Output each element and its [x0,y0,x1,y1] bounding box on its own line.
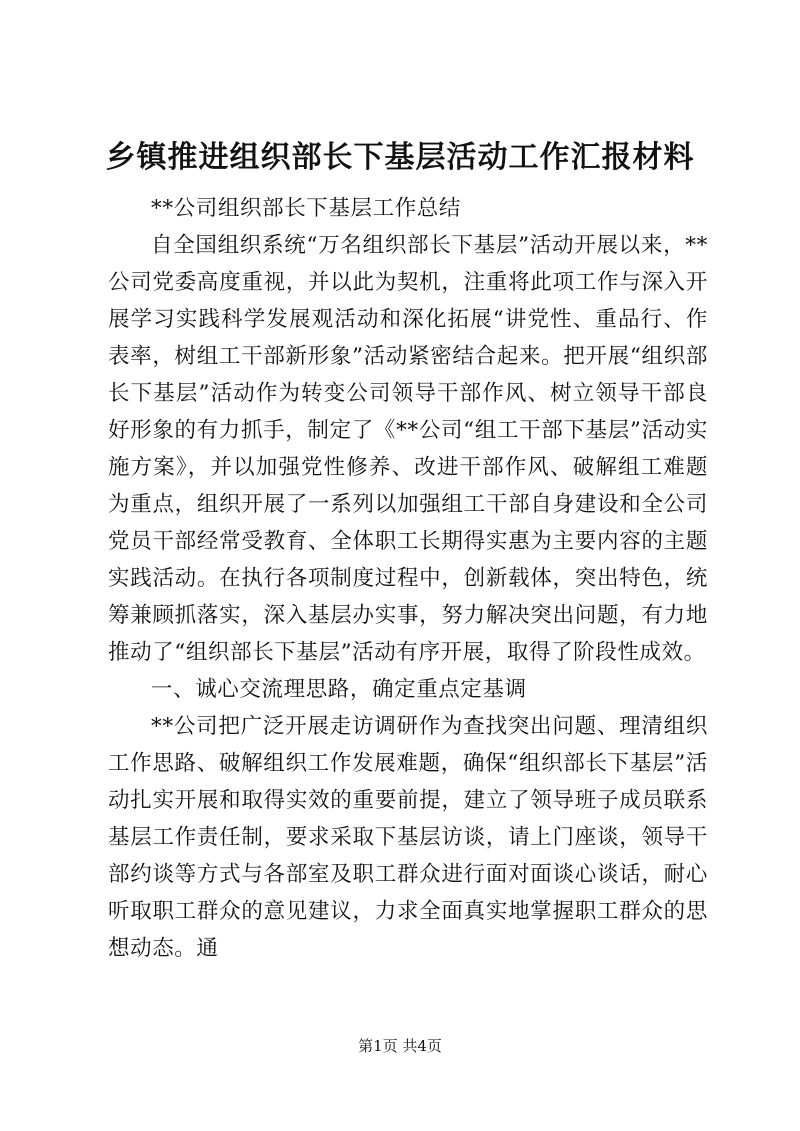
document-title: 乡镇推进组织部长下基层活动工作汇报材料 [105,140,695,175]
document-body [108,190,708,967]
page-number-footer: 第1页 共4页 [358,1037,442,1055]
paragraph: 自全国组织系统“万名组织部长下基层”活动开展以来，**公司党委高度重视，并以此为契机，注重将此项工作与深入开展学习实践科学发展观活动和深化拓展“讲党性、重品行、作表率，树组工干部新形象”活动紧密结合起来。把开展“组织部长下基层”活动作为转变公司领导干部作风、树立领导干部良好形象的有力抓手，制定了《**公司“组工干部下基层”活动实施方案》，并以加强党性修养、改进干部作风、破解组工难题为重点，组织开展了一系列以加强组工干部自身建设和全公司党员干部经常受教育、全体职工长期得实惠为主要内容的主题实践活动。在执行各项制度过程中，创新载体，突出特色，统筹兼顾抓落实，深入基层办实事，努力解决突出问题，有力地推动了“组织部长下基层”活动有序开展，取得了阶段性成效。 [108,233,708,665]
section-heading: 一、诚心交流理思路，确定重点定基调 [151,677,527,702]
document-subtitle: **公司组织部长下基层工作总结 [151,196,462,221]
paragraph: **公司把广泛开展走访调研作为查找突出问题、理清组织工作思路、破解组织工作发展难题，确保“组织部长下基层”活动扎实开展和取得实效的重要前提，建立了领导班子成员联系基层工作责任制，要求采取下基层访谈，请上门座谈，领导干部约谈等方式与各部室及职工群众进行面对面谈心谈话，耐心听取职工群众的意见建议，力求全面真实地掌握职工群众的思想动态。通 [108,714,708,961]
